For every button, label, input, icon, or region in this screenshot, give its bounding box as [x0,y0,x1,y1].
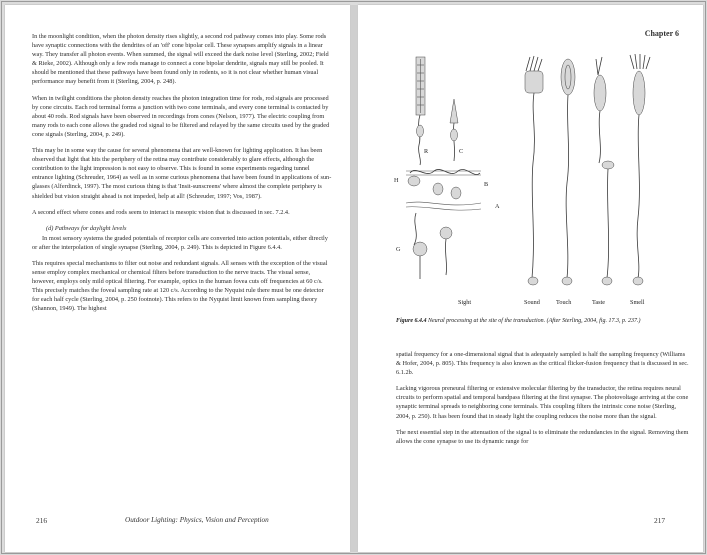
figure-letter-g: G [396,246,401,253]
right-paragraph-2: Lacking vigorous preneural filtering or extensive molecular filtering by the transductor, the retina requires neural circuits to perform spatial and temporal bandpass filtering at the first synapse. The photovoltage arriving at the cone synaptic terminal spreads to neighboring cone terminals. This coupling filters the intrinsic cone noise (Sterling, 2004, p. 250). It has been found that in steady light the coupling reduces the noise more than the signal. [396,385,689,420]
figure-letter-b: B [484,181,489,188]
figure-letter-h: H [394,177,399,184]
book-viewer-frame [1,1,706,554]
figure-label-sight: Sight [458,299,472,306]
right-paragraph-1: spatial frequency for a one-dimensional signal that is adequately sampled is half the sampling frequency (Williams & Hofer, 2004, p. 805). This frequency is also known as the critical flicker-fusion frequency that is discussed in sec. 6.1.2b. [396,351,689,377]
taste-receptor-drawing [594,57,614,285]
figure-label-touch: Touch [556,299,572,306]
left-paragraph-5: In most sensory systems the graded potentials of receptor cells are converted into action potentials, either directly or after the interpolation of single synapse (Sterling, 2004, p. 249). This is depicted in Figure 6.4.4. [32,234,328,251]
right-folio: 217 [654,516,666,525]
caption-text: Neural processing at the site of the transduction. (After Sterling, 2004, fig. 17.3, p. 237.) [428,318,641,324]
figure-letter-r: R [424,148,429,155]
sound-receptor-drawing [525,56,543,285]
right-paragraph-3: The next essential step in the attenuation of the signal is to eliminate the redundancies in the signal. Removing them allows the cone synapse to use its dynamic range for [396,428,689,445]
figure-label-smell: Smell [630,299,645,306]
figure-label-taste: Taste [592,299,605,306]
smell-receptor-drawing [630,54,650,285]
running-head: Outdoor Lighting: Physics, Vision and Perception [125,516,269,524]
subheading-daylight: (d) Pathways for daylight levels [46,224,127,232]
page-gutter [351,5,357,552]
figure-6-4-4 [386,53,691,313]
left-folio: 216 [36,516,48,525]
receptor-illustration [386,53,691,313]
left-paragraph-2: When in twilight conditions the photon density reaches the photon integration time for rods, rod signals are processed by cone circuits. Each rod terminal forms a junction with two cone terminals, and every cone terminal is contacted by about 40 rods. Rod signals have been observed in recordings from cones (Nelson, 1977). The electric coupling from many rods to each cone allows the graded rod signal to be filtered and relayed by the same circuits used by the graded cone signals (Sterling, 2004, p. 249). [32,94,330,138]
left-page-body [32,32,332,321]
figure-caption [396,317,666,325]
left-paragraph-3: This may be in some way the cause for several phenomena that are well-known for lighting application. It has been observed that light that hits the periphery of the retina may contribute considerably to glare effects, although the contribution to the light impression is not easy to observe. This is found in some experiments regarding tunnel entrance lighting (Schreuder, 1964) as well as in some curious phenomena that have been found in applications of sun-glasses (Alferdinck, 1997). The most curious thing is that 'Insit-sunscreens' where almost the complete periphery is shielded but vision straight ahead is not impeded, help at all! (Schreuder, 1997; Vos, 1987). [32,147,332,200]
figure-letter-c: C [459,148,464,155]
sight-receptor-drawing [406,57,481,279]
left-page [5,5,350,552]
caption-label: Figure 6.4.4 [396,318,427,324]
left-paragraph-4: A second effect where cones and rods seem to interact is mesopic vision that is discussed in sec. 7.2.4. [32,208,290,216]
chapter-heading: Chapter 6 [644,29,679,38]
figure-label-sound: Sound [524,299,540,306]
touch-receptor-drawing [561,59,575,285]
right-page-body [396,350,689,453]
left-paragraph-6: This requires special mechanisms to filter out noise and redundant signals. All senses with the exception of the visual sense employ complex mechanical or chemical filters before transduction to the nerve tracts. The visual sense, however, employs only mild optical filtering. For example, optics in the human fovea cuts off frequencies at 60 c/s. This precisely matches the foveal sampling rate at 120 c/s. According to the Nyquist rule there must be one detector for each half cycle (Sterling, 2004, p. 250 footnote). This refers to the Nyquist limit known from sampling theory (Shannon, 1949). The highest [32,259,328,313]
right-page [358,5,703,552]
figure-letter-a: A [495,203,500,210]
left-paragraph-1: In the moonlight condition, when the photon density rises slightly, a second rod pathway comes into play. Some rods have synaptic connections with the dendrites of an 'off' cone bipolar cell. These synapses amplify signals in a linear way. They transfer all photon events. When summed, the signal will exceed the dark noise level (Sterling, 2002; Field & Rieke, 2002). Although only a few rods manage to connect a cone bipolar dendrite, signals may still be pooled. It should be mentioned that these pathways have been found only in rodents, so it is not clear whether human visual performance may benefit from it (Sterling, 2004, p. 248). [32,33,329,86]
